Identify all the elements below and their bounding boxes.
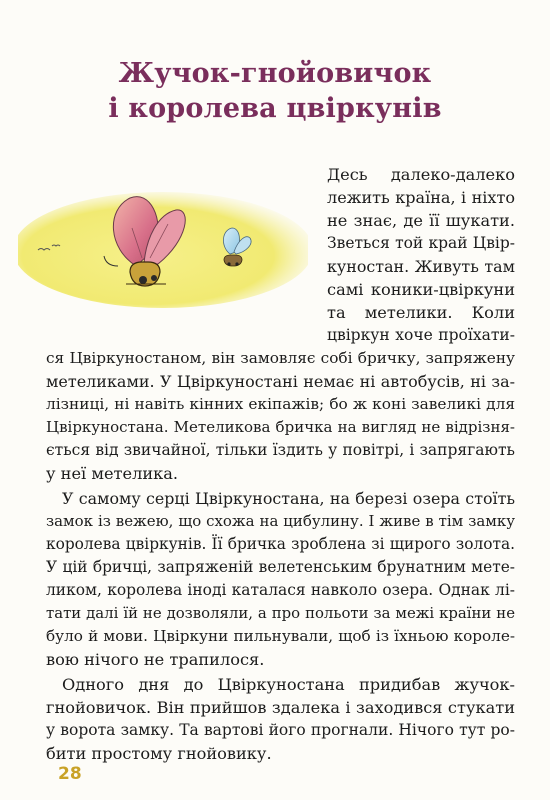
text-line: ється від звичайної, тільки їздить у повітрі, і запрягають [46,441,515,459]
text-line: замок із вежею, що схожа на цибулину. І живе в тім замку [46,512,515,530]
text-line: було й мови. Цвіркуни пильнували, щоб із їхньою короле- [46,627,515,645]
chapter-title-line-2: і королева цвіркунів [108,93,442,124]
text-line: Цвіркуностана. Метеликова бричка на вигляд не відрізня- [46,418,515,436]
text-line: не знає, де її шукати. [327,211,515,230]
text-line: та метелики. Коли [327,303,515,322]
text-line: тати далі їй не дозволяли, а про польоти за межі країни не [46,604,515,622]
text-line: метеликами. У Цвіркуностані немає ні автобусів, ні за- [46,372,515,391]
text-line: у неї метелика. [46,464,179,483]
text-line: Десь далеко-далеко [327,165,515,184]
chapter-title-line-1: Жучок-гнойовичок [118,58,432,89]
butterfly-carriage-illustration [18,188,308,308]
text-line: У самому серці Цвіркуностана, на березі озера стоїть [62,489,515,508]
text-line: ся Цвіркуностаном, він замовляє собі бричку, запряжену [46,349,515,367]
text-line: вою нічого не трапилося. [46,650,265,669]
text-line: королева цвіркунів. Її бричка зроблена зі щирого золота. [46,535,515,553]
page-number: 28 [58,764,82,784]
text-line: лежить країна, і ніхто [327,188,515,207]
text-line: цвіркун хоче проїхати- [327,326,515,344]
text-line: у ворота замку. Та вартові його прогнали. Нічого тут ро- [46,721,515,739]
text-line: гнойовичок. Він прийшов здалека і заходився стукати [46,698,515,717]
text-line: Одного дня до Цвіркуностана придибав жучок- [62,675,515,694]
text-line: куностан. Живуть там [327,257,515,276]
text-line: Зветься той край Цвір- [327,234,515,252]
chapter-title [0,56,550,126]
text-line: бити простому гнойовику. [46,744,272,763]
text-line: лізниці, ні навіть кінних екіпажів; бо ж коні завеликі для [46,395,515,413]
text-line: У цій бричці, запряженій велетенським брунатним мете- [46,558,515,576]
text-line: самі коники-цвіркуни [327,280,515,299]
text-line: ликом, королева іноді каталася навколо озера. Однак лі- [46,581,515,599]
